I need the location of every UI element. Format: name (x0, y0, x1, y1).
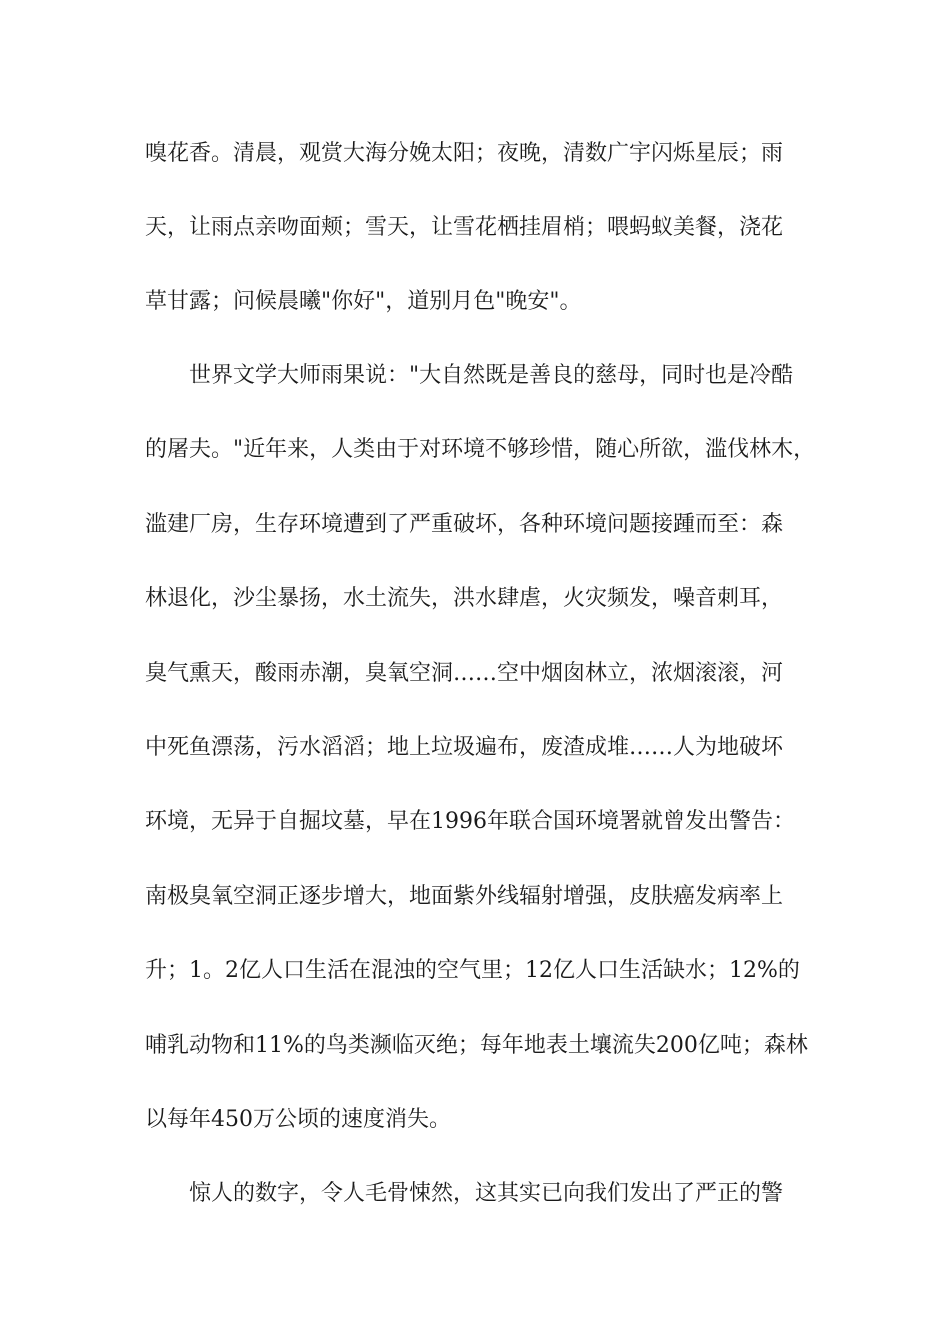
text-line: 升；1。2亿人口生活在混浊的空气里；12亿人口生活缺水；12%的 (145, 958, 800, 983)
paragraph-start-line: 惊人的数字，令人毛骨悚然，这其实已向我们发出了严正的警 (189, 1181, 784, 1206)
text-line: 哺乳动物和11%的鸟类濒临灭绝；每年地表土壤流失200亿吨；森林 (145, 1033, 808, 1058)
text-line: 中死鱼漂荡，污水滔滔；地上垃圾遍布，废渣成堆……人为地破坏 (145, 735, 784, 760)
text-line: 滥建厂房，生存环境遭到了严重破坏，各种环境问题接踵而至：森 (145, 512, 784, 537)
text-line: 臭气熏天，酸雨赤潮，臭氧空洞……空中烟囱林立，浓烟滚滚，河 (145, 661, 784, 686)
text-line: 天，让雨点亲吻面颊；雪天，让雪花栖挂眉梢；喂蚂蚁美餐，浇花 (145, 215, 784, 240)
text-line: 嗅花香。清晨，观赏大海分娩太阳；夜晚，清数广宇闪烁星辰；雨 (145, 141, 784, 166)
text-line: 南极臭氧空洞正逐步增大，地面紫外线辐射增强，皮肤癌发病率上 (145, 884, 784, 909)
text-line: 林退化，沙尘暴扬，水土流失，洪水肆虐，火灾频发，噪音刺耳， (145, 586, 784, 611)
text-line: 草甘露；问候晨曦"你好"，道别月色"晚安"。 (145, 289, 582, 314)
text-line: 环境，无异于自掘坟墓，早在1996年联合国环境署就曾发出警告： (145, 809, 795, 834)
paragraph-start-line: 世界文学大师雨果说："大自然既是善良的慈母，同时也是冷酷 (189, 363, 794, 388)
text-line: 以每年450万公顷的速度消失。 (145, 1107, 451, 1132)
text-line: 的屠夫。"近年来，人类由于对环境不够珍惜，随心所欲，滥伐林木， (145, 437, 815, 462)
